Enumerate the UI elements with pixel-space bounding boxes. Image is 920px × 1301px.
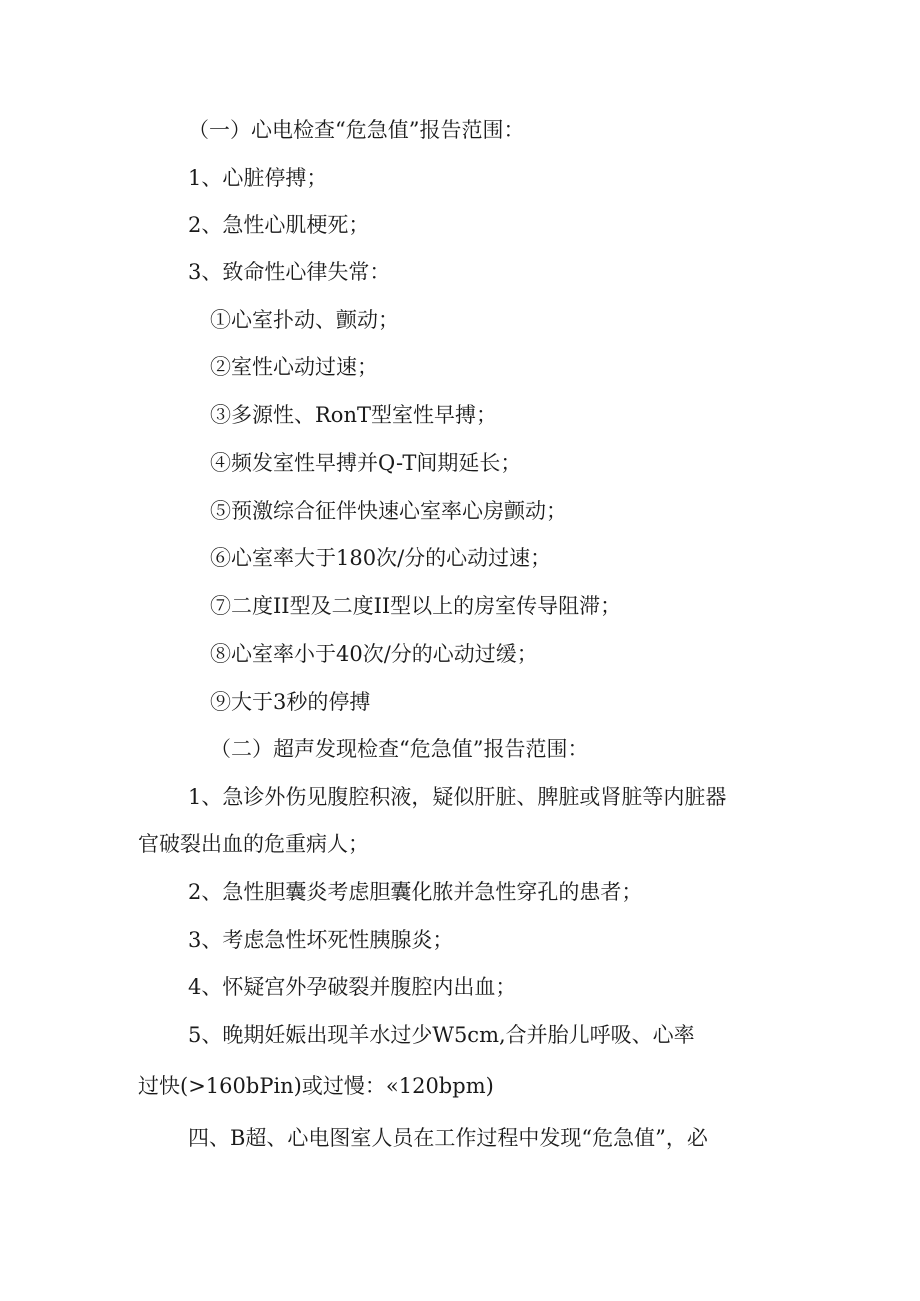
list-item: 3、考虑急性坏死性胰腺炎； xyxy=(188,928,454,952)
list-item: 2、急性心肌梗死； xyxy=(188,213,370,237)
list-item: 2、急性胆囊炎考虑胆囊化脓并急性穿孔的患者； xyxy=(188,880,643,904)
section-paragraph: 四、B超、心电图室人员在工作过程中发现“危急值”，必 xyxy=(188,1126,708,1150)
sub-list-item: ⑥心室率大于180次/分的心动过速； xyxy=(210,546,552,570)
sub-list-item: ⑧心室率小于40次/分的心动过缓； xyxy=(210,642,538,666)
list-item: 4、怀疑宫外孕破裂并腹腔内出血； xyxy=(188,975,517,999)
sub-list-item: ②室性心动过速； xyxy=(210,355,378,379)
list-item: 5、晚期妊娠出现羊水过少W5cm,合并胎儿呼吸、心率 xyxy=(188,1023,695,1047)
sub-list-item: ④频发室性早搏并Q-T间期延长； xyxy=(210,451,522,475)
list-item-continuation: 过快(>160bPin)或过慢：«120bpm) xyxy=(138,1074,494,1098)
sub-list-item: ③多源性、RonT型室性早搏； xyxy=(210,403,497,427)
list-item: 1、心脏停搏； xyxy=(188,166,328,190)
list-item: 1、急诊外伤见腹腔积液，疑似肝脏、脾脏或肾脏等内脏器 xyxy=(188,785,727,809)
sub-list-item: ⑤预激综合征伴快速心室率心房颤动； xyxy=(210,499,567,523)
sub-list-item: ⑨大于3秒的停搏 xyxy=(210,690,371,714)
sub-list-item: ⑦二度II型及二度II型以上的房室传导阻滞； xyxy=(210,594,622,618)
section-heading-ultrasound: （二）超声发现检查“危急值”报告范围： xyxy=(210,737,589,761)
list-item: 3、致命性心律失常： xyxy=(188,260,391,284)
sub-list-item: ①心室扑动、颤动； xyxy=(210,308,399,332)
section-heading-ecg: （一）心电检查“危急值”报告范围： xyxy=(188,118,525,142)
list-item-continuation: 官破裂出血的危重病人； xyxy=(138,832,369,856)
